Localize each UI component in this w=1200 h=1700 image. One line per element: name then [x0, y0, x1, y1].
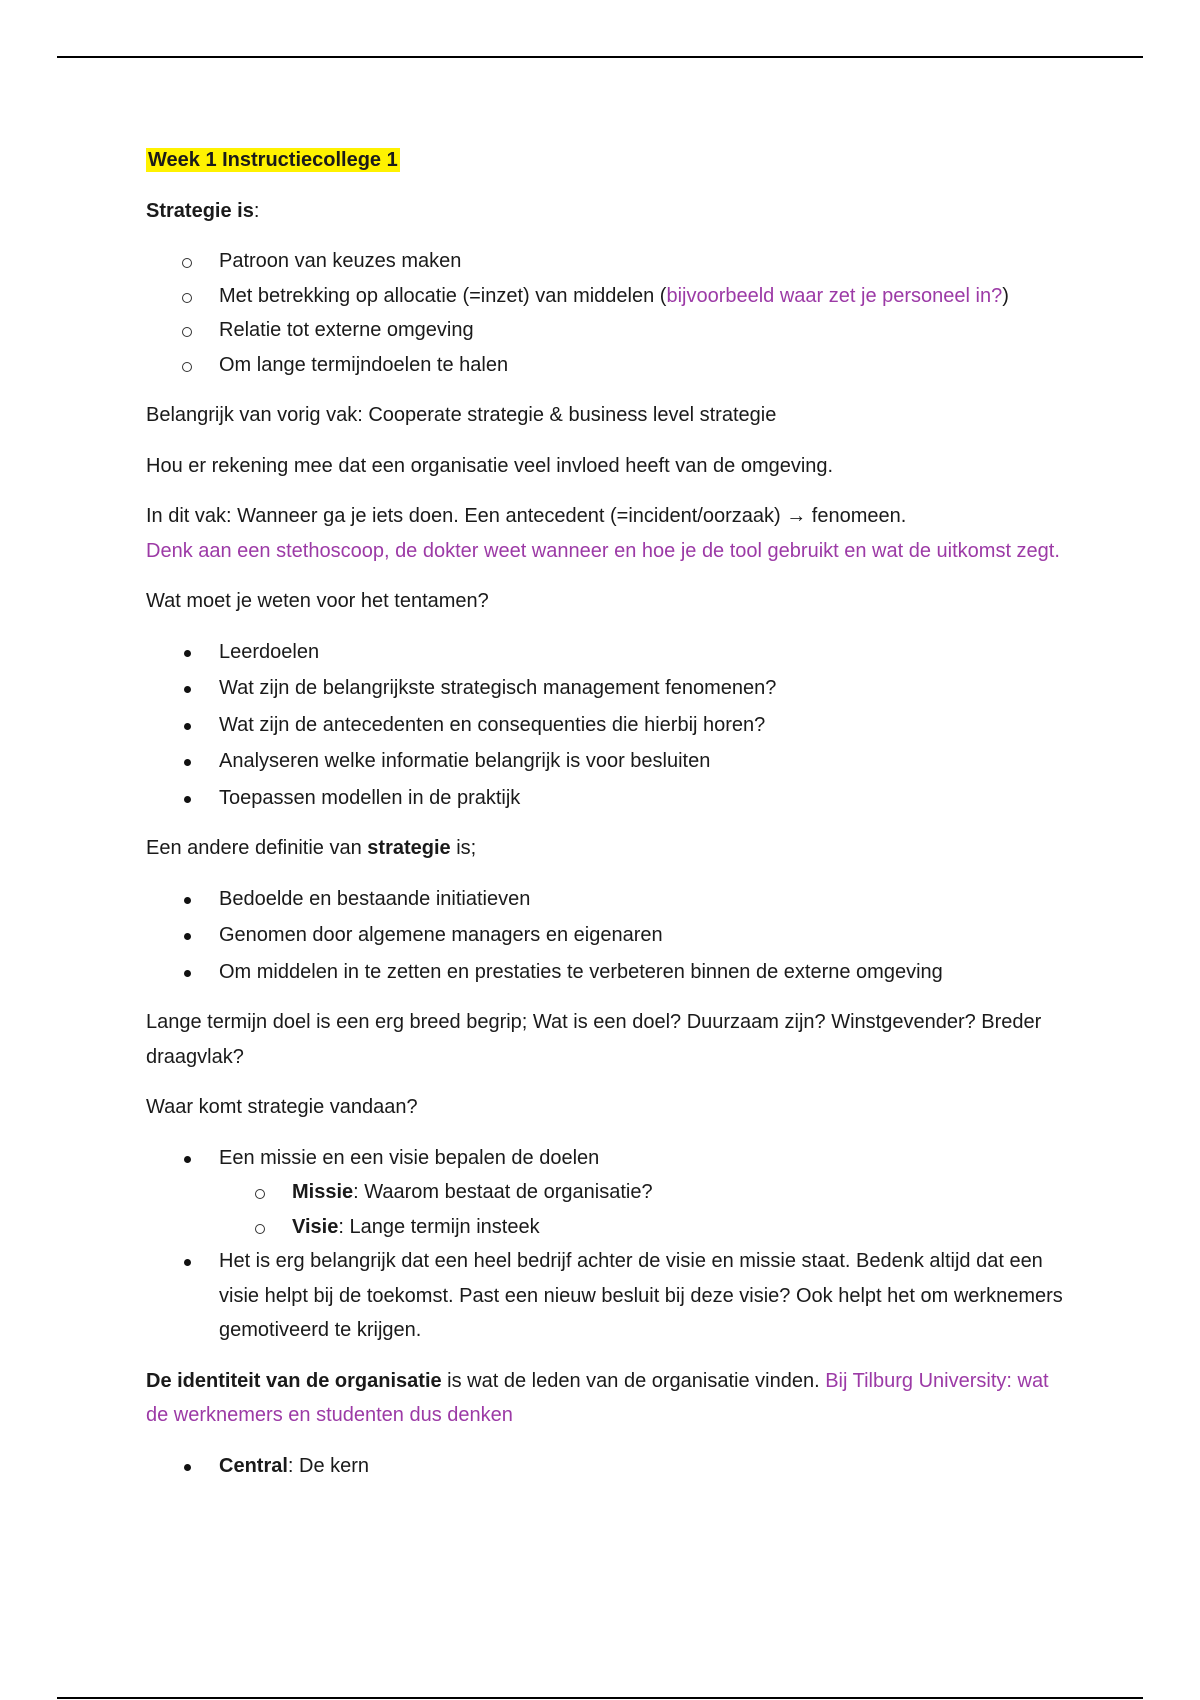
definitie-bold: strategie	[367, 837, 451, 859]
list-item	[146, 1449, 1066, 1484]
list-item: Patroon van keuzes maken	[146, 244, 1066, 279]
definitie-suffix: is;	[450, 837, 477, 859]
strategie-intro	[146, 194, 1066, 229]
identiteit-note: Bij Tilburg University: wat de werknemers en studenten dus denken	[146, 1369, 1049, 1426]
paragraph-tentamen: Wat moet je weten voor het tentamen?	[146, 590, 489, 612]
list-item: Wat zijn de antecedenten en consequenties die hierbij horen?	[146, 708, 1066, 743]
sub-list	[219, 1175, 1066, 1244]
central-label: Central	[219, 1454, 288, 1477]
paragraph-waar: Waar komt strategie vandaan?	[146, 1096, 418, 1118]
list-item: Om middelen in te zetten en prestaties te verbeteren binnen de externe omgeving	[146, 955, 1066, 990]
list-item: Genomen door algemene managers en eigenaren	[146, 918, 1066, 953]
paragraph-vak-note: Denk aan een stethoscoop, de dokter weet wanneer en hoe je de tool gebruikt en wat de uitkomst zegt.	[146, 539, 1060, 562]
paragraph-belangrijk: Belangrijk van vorig vak: Cooperate strategie & business level strategie	[146, 404, 777, 426]
top-rule	[57, 56, 1143, 58]
list-item: Analyseren welke informatie belangrijk is voor besluiten	[146, 744, 1066, 779]
list-item-note: bijvoorbeeld waar zet je personeel in?	[666, 284, 1003, 307]
paragraph-vak	[146, 499, 1066, 568]
paragraph-identiteit	[146, 1364, 1066, 1433]
visie-label: Visie	[292, 1215, 339, 1238]
strategie-label: Strategie is	[146, 199, 254, 222]
sub-list-item-missie	[219, 1175, 1066, 1210]
document-body	[146, 143, 1066, 1499]
visie-text: : Lange termijn insteek	[338, 1215, 540, 1238]
heading-paragraph	[146, 143, 1066, 178]
waar-list	[146, 1141, 1066, 1348]
paragraph-definitie	[146, 831, 1066, 866]
missie-label: Missie	[292, 1181, 354, 1203]
identiteit-bold: De identiteit van de organisatie	[146, 1369, 442, 1392]
list-item: Toepassen modellen in de praktijk	[146, 781, 1066, 816]
list-item: Leerdoelen	[146, 635, 1066, 670]
list-item: Relatie tot externe omgeving	[146, 313, 1066, 348]
list-item-text: Een missie en een visie bepalen de doelen	[219, 1146, 600, 1169]
central-text: : De kern	[287, 1454, 370, 1477]
sub-list-item-visie	[219, 1210, 1066, 1245]
list-item	[146, 1141, 1066, 1245]
list-item: Om lange termijndoelen te halen	[146, 348, 1066, 383]
paragraph-hou: Hou er rekening mee dat een organisatie veel invloed heeft van de omgeving.	[146, 454, 834, 477]
list-item	[146, 279, 1066, 314]
list-item-text: Met betrekking op allocatie (=inzet) van middelen (	[219, 284, 667, 307]
bottom-rule	[57, 1697, 1143, 1699]
tentamen-list	[146, 635, 1066, 816]
list-item-close: )	[1002, 284, 1009, 307]
paragraph-vak-text: In dit vak: Wanneer ga je iets doen. Een antecedent (=incident/oorzaak) → fenomeen.	[146, 505, 907, 527]
list-item: Bedoelde en bestaande initiatieven	[146, 882, 1066, 917]
identiteit-list	[146, 1449, 1066, 1484]
paragraph-lange: Lange termijn doel is een erg breed begrip; Wat is een doel? Duurzaam zijn? Winstgevender? Breder draagvlak?	[146, 1011, 1042, 1068]
identiteit-text: is wat de leden van de organisatie vinden.	[441, 1369, 826, 1392]
list-item: Wat zijn de belangrijkste strategisch management fenomenen?	[146, 671, 1066, 706]
list-item: Het is erg belangrijk dat een heel bedrijf achter de visie en missie staat. Bedenk altijd dat een visie helpt bij de toekomst. Past een nieuw besluit bij deze visie? Ook helpt het om werknemers gemotiveerd te krijgen.	[146, 1244, 1066, 1348]
strategie-colon: :	[253, 199, 260, 222]
definitie-prefix: Een andere definitie van	[146, 837, 368, 859]
missie-text: : Waarom bestaat de organisatie?	[353, 1181, 653, 1203]
definitie-list	[146, 882, 1066, 990]
strategie-list	[146, 244, 1066, 382]
page-title: Week 1 Instructiecollege 1	[148, 149, 398, 171]
